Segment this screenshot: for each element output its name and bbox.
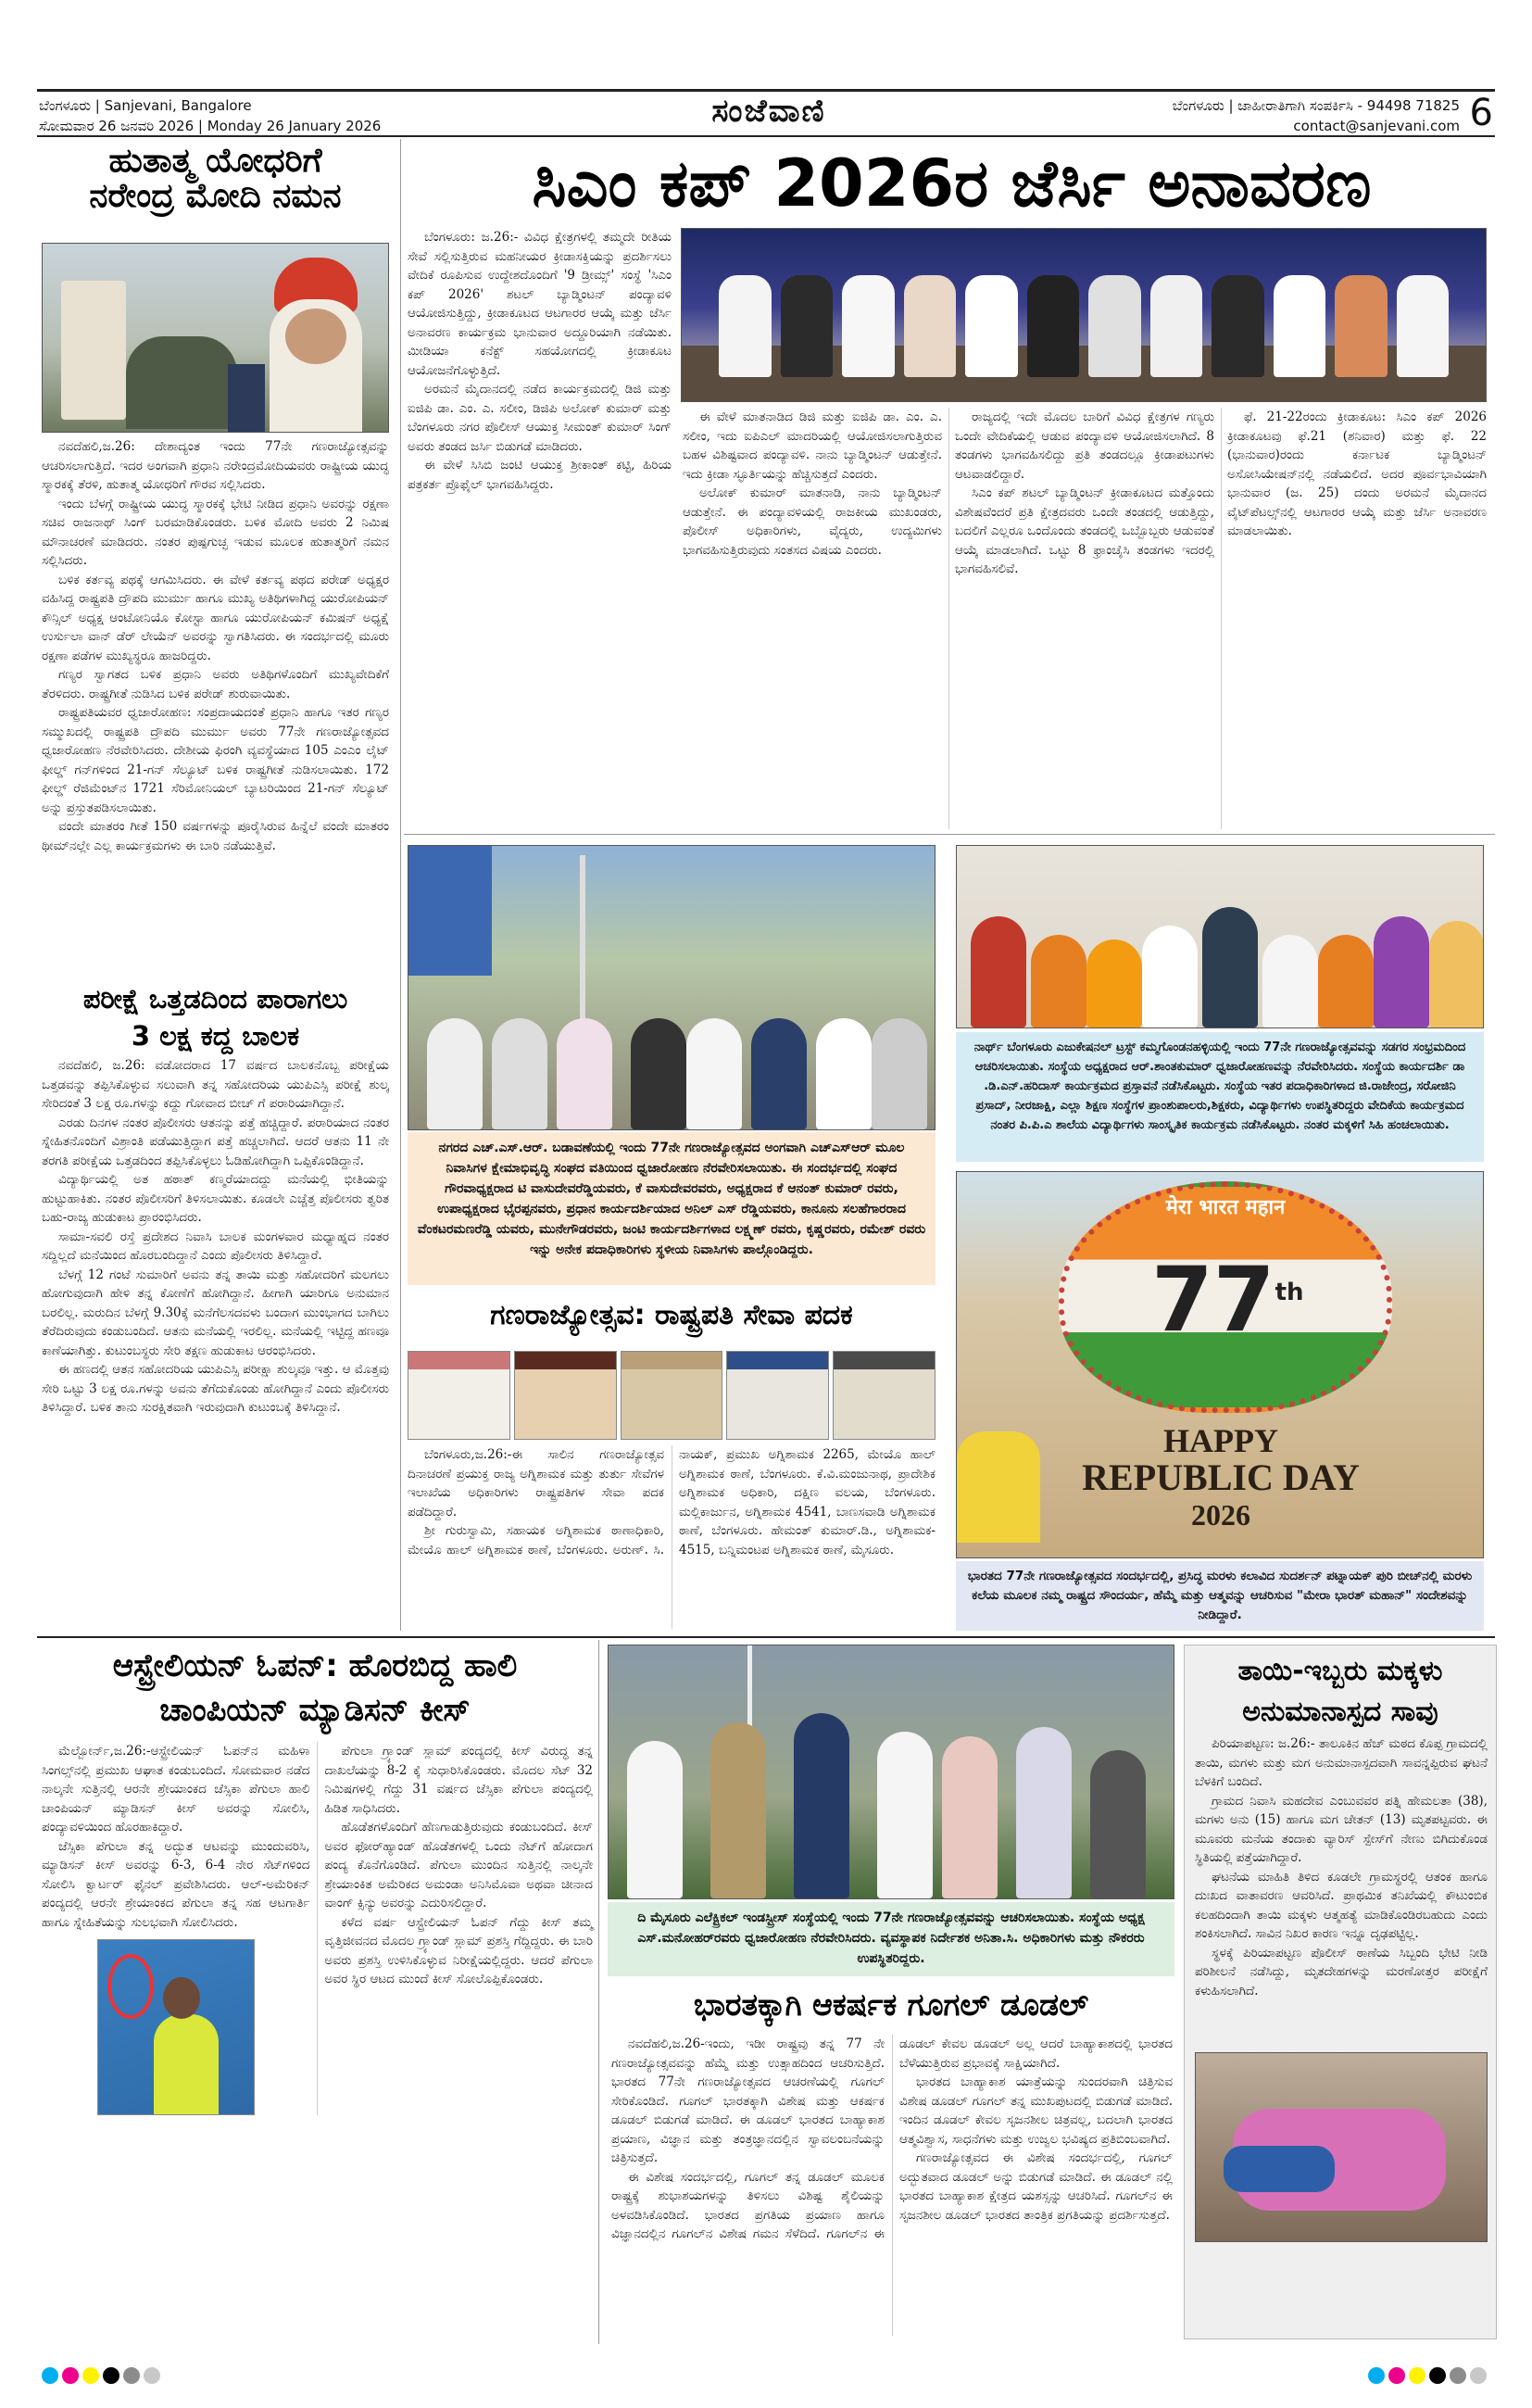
registration-dot: [62, 2367, 79, 2384]
recipient-portrait: [833, 1351, 936, 1440]
paragraph: ನವದೆಹಲಿ,ಜ.26: ದೇಶಾದ್ಯಂತ ಇಂದು 77ನೇ ಗಣರಾಜ್ಯೋತ್ಸವನ್ನು ಆಚರಿಸಲಾಗುತ್ತಿದೆ. ಇದರ ಅಂಗವಾಗಿ ಪ್ರಧಾನಿ ನರೇಂದ್ರಮೋದಿಯವರು ರಾಷ್ಟ್ರೀಯ ಯುದ್ಧ ಸ್ಮಾರಕಕ್ಕೆ ತೆರಳಿ, ಹುತಾತ್ಮ ಯೋಧರಿಗೆ ಗೌರವ ಸಲ್ಲಿಸಿದರು.: [42, 439, 389, 492]
masthead-date: ಸೋಮವಾರ 26 ಜನವರಿ 2026 | Monday 26 January 2026: [39, 118, 382, 134]
modi-photo: [42, 243, 389, 433]
cm-cup-body-cols: [683, 408, 1487, 829]
tennis-headline: [37, 1644, 593, 1733]
registration-dot: [1388, 2367, 1405, 2384]
medal-story-body: [408, 1445, 936, 1629]
cm-cup-body-col1: [408, 228, 672, 830]
paragraph: ಸ್ಥಳಕ್ಕೆ ಪಿರಿಯಾಪಟ್ಟಣ ಪೊಲೀಸ್ ಠಾಣೆಯ ಸಿಬ್ಬಂದಿ ಭೇಟಿ ನೀಡಿ ಪರಿಶೀಲನೆ ನಡೆಸಿದ್ದು, ಮೃತದೇಹಗಳನ್ನು ಮರಣೋತ್ತರ ಪರೀಕ್ಷೆಗೆ ಕಳುಹಿಸಲಾಗಿದೆ.: [1195, 1945, 1488, 1998]
ad-contact: ಬೆಂಗಳೂರು | ಜಾಹೀರಾತಿಗಾಗಿ ಸಂಪರ್ಕಿಸಿ - 94498 71825: [1172, 97, 1460, 114]
paragraph: ಎರಡು ದಿನಗಳ ನಂತರ ಪೊಲೀಸರು ಆತನನ್ನು ಪತ್ತೆ ಹಚ್ಚಿದ್ದಾರೆ. ಪರಾರಿಯಾದ ನಂತರ ಸ್ನೇಹಿತನೊಂದಿಗೆ ವಿಶ್ರಾಂತಿ ಪಡೆಯುತ್ತಿದ್ದಾಗ ಪತ್ತೆ ಹಚ್ಚಲಾಗಿದೆ. ಆದರೆ ಆತನು 11 ನೇ ತರಗತಿ ಪರೀಕ್ಷೆಯ ಒತ್ತಡದಿಂದ ತಪ್ಪಿಸಿಕೊಳ್ಳಲು ಓಡಿಹೋಗಿದ್ದಾಗಿ ಒಪ್ಪಿಕೊಂಡಿದ್ದಾನೆ.: [42, 1115, 389, 1168]
registration-dot: [1368, 2367, 1385, 2384]
paragraph: ಸಿಎಂ ಕಪ್ ಶಟಲ್ ಬ್ಯಾಡ್ಮಿಂಟನ್ ಕ್ರೀಡಾಕೂಟದ ಮತ್ತೊಂದು ವಿಶೇಷವೆಂದರೆ ಪ್ರತಿ ಕ್ಷೇತ್ರದವರು ಒಂದೇ ತಂಡದಲ್ಲಿ ಆಡುತ್ತಿದ್ದು, ಬದಲಿಗೆ ಎಲ್ಲರೂ ಒಂದೊಂದು ತಂಡದಲ್ಲಿ ಒಬ್ಬೊಬ್ಬರು ಆಡುವಂತೆ ಆಯ್ಕೆ ಮಾಡಲಾಗಿದೆ. ಒಟ್ಟು 8 ಫ್ರಾಂಚೈಸಿ ತಂಡಗಳು ಇದರಲ್ಲಿ ಭಾಗವಹಿಸಲಿವೆ.: [955, 485, 1214, 576]
sand-number-suffix: th: [1275, 1279, 1304, 1306]
sand-line2: REPUBLIC DAY: [1082, 1456, 1360, 1498]
registration-dot: [1470, 2367, 1487, 2384]
death-headline: [1187, 1651, 1493, 1733]
sand-hindi-text: मेरा भारत महान: [1165, 1196, 1286, 1219]
paragraph: ನವದೆಹಲಿ, ಜ.26: ವಡೋದರಾದ 17 ವರ್ಷದ ಬಾಲಕನೊಬ್ಬ ಪರೀಕ್ಷೆಯ ಒತ್ತಡವನ್ನು ತಪ್ಪಿಸಿಕೊಳ್ಳುವ ಸಲುವಾಗಿ ತನ್ನ ಸಹೋದರಿಯ ಯುಪಿಎಸ್ಸಿ ಪರೀಕ್ಷೆ ಶುಲ್ಕ ಸೇರಿದಂತೆ 3 ಲಕ್ಷ ರೂ.ಗಳನ್ನು ಕದ್ದು ಗೋವಾದ ಬೀಚ್ ಗೆ ಪರಾರಿಯಾಗಿದ್ದಾನೆ.: [42, 1058, 389, 1111]
paragraph: ರಾಷ್ಟ್ರಪತಿಯವರ ಧ್ವಜಾರೋಹಣ: ಸಂಪ್ರದಾಯದಂತೆ ಪ್ರಧಾನಿ ಹಾಗೂ ಇತರ ಗಣ್ಯರ ಸಮ್ಮುಖದಲ್ಲಿ ರಾಷ್ಟ್ರಪತಿ ದ್ರೌಪದಿ ಮುರ್ಮು ಅವರು 77ನೇ ಗಣರಾಜ್ಯೋತ್ಸವದ ಧ್ವಜಾರೋಹಣ ನೆರವೇರಿಸಿದರು. ದೇಶೀಯ ಫಿರಂಗಿ ವ್ಯವಸ್ಥೆಯಾದ 105 ಎಂಎಂ ಲೈಟ್ ಫೀಲ್ಡ್ ಗನ್‌ಗಳಿಂದ 21-ಗನ್ ಸೆಲ್ಯೂಟ್ ಬಳಿಕ ರಾಷ್ಟ್ರಗೀತೆ ನುಡಿಸಲಾಯಿತು. 172 ಫೀಲ್ಡ್ ರೆಜಿಮೆಂಟ್‌ನ 1721 ಸೆರಿಮೋನಿಯಲ್ ಬ್ಯಾಟರಿಯಿಂದ 21-ಗನ್ ಸೆಲ್ಯೂಟ್ ಅನ್ನು ಪ್ರಸ್ತುತಪಡಿಸಲಾಯಿತು.: [42, 705, 389, 815]
death-headline-line2: ಅನುಮಾನಾಸ್ಪದ ಸಾವು: [1242, 1696, 1438, 1728]
medal-recipients-photos: [408, 1351, 936, 1440]
death-story-photo: [1195, 2052, 1488, 2242]
paragraph: ರಾಜ್ಯದಲ್ಲಿ ಇದೇ ಮೊದಲ ಬಾರಿಗೆ ವಿವಿಧ ಕ್ಷೇತ್ರಗಳ ಗಣ್ಯರು ಒಂದೇ ವೇದಿಕೆಯಲ್ಲಿ ಆಡುವ ಪಂದ್ಯಾವಳಿ ಆಯೋಜಿಸಲಾಗಿದೆ. 8 ತಂಡಗಳು ಭಾಗವಹಿಸಲಿದ್ದು ಪ್ರತಿ ತಂಡದಲ್ಲೂ ಕ್ರೀಡಾಪಟುಗಳು ಆಟವಾಡಲಿದ್ದಾರೆ.: [955, 410, 1214, 482]
column-divider: [400, 139, 401, 1631]
paragraph: ಜೆಸ್ಸಿಕಾ ಪೆಗುಲಾ ತನ್ನ ಅದ್ಭುತ ಆಟವನ್ನು ಮುಂದುವರಿಸಿ, ಮ್ಯಾಡಿಸನ್ ಕೀಸ್ ಅವರನ್ನು 6-3, 6-4 ನೇರ ಸೆಟ್‌ಗಳಿಂದ ಸೋಲಿಸಿ ಕ್ವಾರ್ಟರ್ ಫೈನಲ್ ಪ್ರವೇಶಿಸಿದರು. ಆಲ್-ಅಮೆರಿಕನ್ ಪಂದ್ಯದಲ್ಲಿ ಆರನೇ ಶ್ರೇಯಾಂಕದ ಪೆಗುಲಾ ತನ್ನ ಸಹ ಆಟಗಾರ್ತಿ ಹಾಗೂ ಸ್ನೇಹಿತೆಯನ್ನು ಸುಲಭವಾಗಿ ಸೋಲಿಸಿದರು.: [42, 1838, 310, 1930]
hsr-photo-caption: ನಗರದ ಎಚ್.ಎಸ್.ಆರ್. ಬಡಾವಣೆಯಲ್ಲಿ ಇಂದು 77ನೇ ಗಣರಾಜ್ಯೋತ್ಸವದ ಅಂಗವಾಗಿ ಎಚ್‌ಎಸ್‌ಆರ್ ಮೂಲ ನಿವಾಸಿಗಳ ಕ್ಷೇಮಾಭಿವೃದ್ಧಿ ಸಂಘದ ವತಿಯಿಂದ ಧ್ವಜಾರೋಹಣ ನೆರವೇರಿಸಲಾಯಿತು. ಈ ಸಂದರ್ಭದಲ್ಲಿ ಸಂಘದ ಗೌರವಾಧ್ಯಕ್ಷರಾದ ಟಿ ವಾಸುದೇವರೆಡ್ಡಿಯವರು, ಕೆ ವಾಸುದೇವರವರು, ಅಧ್ಯಕ್ಷರಾದ ಕೆ ಆನಂತ್ ಕುಮಾರ್ ರವರು, ಉಪಾಧ್ಯಕ್ಷರಾದ ಭೈರಪ್ಪನವರು, ಪ್ರಧಾನ ಕಾರ್ಯದರ್ಶಿಯಾದ ಅನಿಲ್ ಎಸ್ ರೆಡ್ಡಿಯವರು, ಕಾನೂನು ಸಲಹೆಗಾರರಾದ ವೆಂಕಟರಮಣರೆಡ್ಡಿ ಯವರು, ಮುನೇಗೌಡರವರು, ಜಂಟಿ ಕಾರ್ಯದರ್ಶಿಗಳಾದ ಲಕ್ಷ್ಮಣ್ ರವರು, ಕೃಷ್ಣರವರು, ರಮೇಶ್ ರವರು ಇನ್ನು ಅನೇಕ ಪದಾಧಿಕಾರಿಗಳು ಸ್ಥಳೀಯ ನಿವಾಸಿಗಳು ಪಾಲ್ಗೊಂಡಿದ್ದರು.: [408, 1132, 936, 1285]
registration-dot: [123, 2367, 140, 2384]
modi-story-body: [42, 437, 389, 975]
school-celebration-photo: [956, 845, 1484, 1028]
tennis-paragraphs-part1: [42, 1742, 310, 1932]
paragraph: ಫೆ. 21-22ರಂದು ಕ್ರೀಡಾಕೂಟ: ಸಿಎಂ ಕಪ್ 2026 ಕ್ರೀಡಾಕೂಟವು ಫೆ.21 (ಶನಿವಾರ) ಮತ್ತು ಫೆ. 22 (ಭಾನುವಾರ)ರಂದು ಕರ್ನಾಟಕ ಬ್ಯಾಡ್ಮಿಂಟನ್ ಅಸೋಸಿಯೇಷನ್‌ನಲ್ಲಿ ನಡೆಯಲಿದೆ. ಅದರ ಪೂರ್ವಭಾವಿಯಾಗಿ ಭಾನುವಾರ (ಜ. 25) ದಂದು ಅರಮನೆ ಮೈದಾನದ ವೈಟ್‌ಪೆಟಲ್ಸ್‌ನಲ್ಲಿ ಆಟಗಾರರ ಆಯ್ಕೆ ಮತ್ತು ಜೆರ್ಸಿ ಅನಾವರಣ ಮಾಡಲಾಯಿತು.: [1227, 410, 1487, 538]
sand-greeting: [957, 1422, 1484, 1533]
medal-headline: ಗಣರಾಜ್ಯೋತ್ಸವ: ರಾಷ್ಟ್ರಪತಿ ಸೇವಾ ಪದಕ: [490, 1299, 853, 1331]
paragraph: ಶ್ರೀ ಗುರುಸ್ವಾಮಿ, ಸಹಾಯಕ ಅಗ್ನಿಶಾಮಕ ಠಾಣಾಧಿಕಾರಿ, ಮೇಯೊ ಹಾಲ್ ಅಗ್ನಿಶಾಮಕ ಠಾಣೆ, ಬೆಂಗಳೂರು. ಅರುಣ್. ಸಿ. ನಾಯಕ್, ಪ್ರಮುಖ ಅಗ್ನಿಶಾಮಕ 2265, ಮೇಯೊ ಹಾಲ್ ಅಗ್ನಿಶಾಮಕ ಠಾಣೆ, ಬೆಂಗಳೂರು. ಕೆ.ವಿ.ಮಂಜುನಾಥ, ಪ್ರಾದೇಶಿಕ ಅಗ್ನಿಶಾಮಕ ಅಧಿಕಾರಿ, ದಕ್ಷಿಣ ವಲಯ, ಬೆಂಗಳೂರು. ಮಲ್ಲಿಕಾರ್ಜುನ, ಅಗ್ನಿಶಾಮಕ 4541, ಬಾಣಸವಾಡಿ ಅಗ್ನಿಶಾಮಕ ಠಾಣೆ, ಬೆಂಗಳೂರು. ಹೇಮಂತ್ ಕುಮಾರ್.ಡಿ., ಅಗ್ನಿಶಾಮಕ- 4515, ಬನ್ನಿಮಂಟಪ ಅಗ್ನಿಶಾಮಕ ಠಾಣೆ, ಮೈಸೂರು.: [408, 1447, 936, 1557]
exam-headline-line1: ಪರೀಕ್ಷೆ ಒತ್ತಡದಿಂದ ಪಾರಾಗಲು: [82, 983, 348, 1015]
paragraph: ಭಾರತದ ಬಾಹ್ಯಾಕಾಶ ಯಾತ್ರೆಯನ್ನು ಸುಂದರವಾಗಿ ಚಿತ್ರಿಸುವ ವಿಶೇಷ ಡೂಡಲ್ ಗೂಗಲ್ ತನ್ನ ಮುಖಪುಟದಲ್ಲಿ ಬಿಡುಗಡೆ ಮಾಡಿದೆ. ಇಂದಿನ ಡೂಡಲ್ ಕೇವಲ ಸೃಜನಶೀಲ ಚಿತ್ರವಲ್ಲ, ಬದಲಾಗಿ ಭಾರತದ ಆತ್ಮವಿಶ್ವಾಸ, ಸಾಧನೆಗಳು ಮತ್ತು ಉಜ್ವಲ ಭವಿಷ್ಯದ ಪ್ರತಿಬಿಂಬವಾಗಿದೆ.: [899, 2074, 1173, 2147]
paragraph: ಮೆಲ್ಬೋರ್ನ್,ಜ.26:-ಆಸ್ಟ್ರೇಲಿಯನ್ ಓಪನ್‌ನ ಮಹಿಳಾ ಸಿಂಗಲ್ಸ್‌ನಲ್ಲಿ ಪ್ರಮುಖ ಆಘಾತ ಕಂಡುಬಂದಿದೆ. ಸೋಮವಾರ ನಡೆದ ನಾಲ್ಕನೇ ಸುತ್ತಿನಲ್ಲಿ ಆರನೇ ಶ್ರೇಯಾಂಕದ ಜೆಸ್ಸಿಕಾ ಪೆಗುಲಾ ಹಾಲಿ ಚಾಂಪಿಯನ್ ಮ್ಯಾಡಿಸನ್ ಕೀಸ್ ಅವರನ್ನು ಸೋಲಿಸಿ, ಪಂದ್ಯಾವಳಿಯಿಂದ ಹೊರಹಾಕಿದ್ದಾರೆ.: [42, 1744, 310, 1834]
paragraph: ಗಣರಾಜ್ಯೋತ್ಸವದ ಈ ವಿಶೇಷ ಸಂದರ್ಭದಲ್ಲಿ, ಗೂಗಲ್ ಅದ್ಭುತವಾದ ಡೂಡಲ್ ಅನ್ನು ಬಿಡುಗಡೆ ಮಾಡಿದೆ. ಈ ಡೂಡಲ್ ನಲ್ಲಿ ಭಾರತದ ಬಾಹ್ಯಾಕಾಶ ಕ್ಷೇತ್ರದ ಯಶಸ್ಸನ್ನು ಆಚರಿಸಿದೆ. ಗೂಗಲ್‌ನ ಈ ಸೃಜನಶೀಲ ಡೂಡಲ್ ಭಾರತದ ತಾಂತ್ರಿಕ ಪ್ರಗತಿಯನ್ನು ಪ್ರದರ್ಶಿಸುತ್ತದೆ.: [899, 2150, 1173, 2223]
paragraph: ಗಣ್ಯರ ಸ್ವಾಗತದ ಬಳಿಕ ಪ್ರಧಾನಿ ಅವರು ಅತಿಥಿಗಳೊಂದಿಗೆ ಮುಖ್ಯವೇದಿಕೆಗೆ ತೆರಳಿದರು. ರಾಷ್ಟ್ರಗೀತೆ ನುಡಿಸಿದ ಬಳಿಕ ಪರೇಡ್ ಶುರುವಾಯಿತು.: [42, 667, 389, 701]
sand-art-caption: ಭಾರತದ 77ನೇ ಗಣರಾಜ್ಯೋತ್ಸವದ ಸಂದರ್ಭದಲ್ಲಿ, ಪ್ರಸಿದ್ಧ ಮರಳು ಕಲಾವಿದ ಸುದರ್ಶನ್ ಪಟ್ನಾಯಕ್ ಪುರಿ ಬೀಚ್‌ನಲ್ಲಿ ಮರಳು ಕಲೆಯ ಮೂಲಕ ನಮ್ಮ ರಾಷ್ಟ್ರದ ಸೌಂದರ್ಯ, ಹೆಮ್ಮೆ ಮತ್ತು ಆತ್ಮವನ್ನು ಆಚರಿಸುವ "ಮೇರಾ ಭಾರತ್ ಮಹಾನ್" ಸಂದೇಶವನ್ನು ನೀಡಿದ್ದಾರೆ.: [956, 1561, 1484, 1631]
paragraph: ಬೆಂಗಳೂರು: ಜ.26:- ವಿವಿಧ ಕ್ಷೇತ್ರಗಳಲ್ಲಿ ತಮ್ಮದೇ ರೀತಿಯ ಸೇವೆ ಸಲ್ಲಿಸುತ್ತಿರುವ ಮಹನೀಯರ ಕ್ರೀಡಾಸಕ್ತಿಯನ್ನು ಪ್ರದರ್ಶಿಸಲು ವೇದಿಕೆ ರೂಪಿಸುವ ಉದ್ದೇಶದೊಂದಿಗೆ '9 ಡ್ರೀಮ್ಸ್' ಸಂಸ್ಥೆ 'ಸಿಎಂ ಕಪ್ 2026' ಶಟಲ್ ಬ್ಯಾಡ್ಮಿಂಟನ್ ಪಂದ್ಯಾವಳಿ ಆಯೋಜಿಸುತ್ತಿದ್ದು, ಕ್ರೀಡಾಕೂಟದ ಆಟಗಾರರ ಆಯ್ಕೆ ಮತ್ತು ಜೆರ್ಸಿ ಅನಾವರಣ ಕಾರ್ಯಕ್ರಮ ಭಾನುವಾರ ಅದ್ದೂರಿಯಾಗಿ ನಡೆಯಿತು. ಮೀಡಿಯಾ ಕನೆಕ್ಟ್ ಸಹಯೋಗದಲ್ಲಿ ಕ್ರೀಡಾಕೂಟ ಆಯೋಜನೆಗೊಳ್ಳುತ್ತಿದೆ.: [408, 230, 672, 378]
registration-dot: [1429, 2367, 1446, 2384]
doodle-headline: ಭಾರತಕ್ಕಾಗಿ ಆಕರ್ಷಕ ಗೂಗಲ್ ಡೂಡಲ್: [693, 1986, 1089, 2023]
death-headline-line1: ತಾಯಿ-ಇಬ್ಬರು ಮಕ್ಕಳು: [1237, 1655, 1443, 1687]
registration-dot: [1409, 2367, 1425, 2384]
paragraph: ಬಳಿಕ ಕರ್ತವ್ಯ ಪಥಕ್ಕೆ ಆಗಮಿಸಿದರು. ಈ ವೇಳೆ ಕರ್ತವ್ಯ ಪಥದ ಪರೇಡ್ ಅಧ್ಯಕ್ಷರ ವಹಿಸಿದ್ದ ರಾಷ್ಟ್ರಪತಿ ದ್ರೌಪದಿ ಮುರ್ಮು ಹಾಗೂ ಮುಖ್ಯ ಅತಿಥಿಗಳಾಗಿದ್ದ ಯುರೋಪಿಯನ್ ಕೌನ್ಸಿಲ್ ಅಧ್ಯಕ್ಷ ಆಂಟೋನಿಯೊ ಕೋಸ್ಟಾ ಹಾಗೂ ಯುರೋಪಿಯನ್ ಕಮಿಷನ್ ಅಧ್ಯಕ್ಷೆ ಉರ್ಸುಲಾ ವಾನ್ ಡೆರ್ ಲೇಯೆನ್ ಅವರನ್ನು ಸ್ವಾಗತಿಸಿದರು. ಈ ಸಂದರ್ಭದಲ್ಲಿ ಮೂರು ರಕ್ಷಣಾ ಪಡೆಗಳ ಮುಖ್ಯಸ್ಥರೂ ಹಾಜರಿದ್ದರು.: [42, 572, 389, 663]
column-divider: [598, 1640, 599, 2344]
paragraph: ಪೆಗುಲಾ ಗ್ರ್ಯಾಂಡ್ ಸ್ಲಾಮ್ ಪಂದ್ಯದಲ್ಲಿ ಕೀಸ್ ವಿರುದ್ಧ ತನ್ನ ದಾಖಲೆಯನ್ನು 8-2 ಕ್ಕೆ ಸುಧಾರಿಸಿಕೊಂಡರು. ಮೊದಲ ಸೆಟ್ 32 ನಿಮಿಷಗಳಲ್ಲಿ ಗೆದ್ದು 31 ವರ್ಷದ ಜೆಸ್ಸಿಕಾ ಪೆಗುಲಾ ಪಂದ್ಯದಲ್ಲಿ ಹಿಡಿತ ಸಾಧಿಸಿದರು.: [324, 1744, 593, 1816]
recipient-portrait: [408, 1351, 510, 1440]
exam-story-body: [42, 1056, 389, 1629]
paragraph: ಘಟನೆಯ ಮಾಹಿತಿ ತಿಳಿದ ಕೂಡಲೇ ಗ್ರಾಮಸ್ಥರಲ್ಲಿ ಆತಂಕ ಹಾಗೂ ದುಃಖದ ವಾತಾವರಣ ಆವರಿಸಿದೆ. ಪ್ರಾಥಮಿಕ ತನಿಖೆಯಲ್ಲಿ ಕೌಟುಂಬಿಕ ಕಲಹದಿಂದಾಗಿ ತಾಯಿ ಮಕ್ಕಳು ಆತ್ಮಹತ್ಯೆ ಮಾಡಿಕೊಂಡಿರಬಹುದು ಎಂದು ಶಂಕಿಸಲಾಗಿದೆ. ಸಾವಿನ ನಿಖರ ಕಾರಣ ಇನ್ನೂ ದೃಢಪಟ್ಟಿಲ್ಲ.: [1195, 1869, 1488, 1941]
tennis-headline-line2: ಚಾಂಪಿಯನ್ ಮ್ಯಾಡಿಸನ್ ಕೀಸ್: [159, 1692, 471, 1729]
hsr-flag-hoisting-photo: [408, 845, 936, 1130]
mel-flag-hoisting-photo: [608, 1645, 1174, 1899]
paragraph: ಈ ಹಣದಲ್ಲಿ ಆತನ ಸಹೋದರಿಯ ಯುಪಿಎಸ್ಸಿ ಪರೀಕ್ಷಾ ಶುಲ್ಕವೂ ಇತ್ತು. ಆ ಮೊತ್ತವು ಸೇರಿ ಒಟ್ಟು 3 ಲಕ್ಷ ರೂ.ಗಳನ್ನು ಅವನು ತೆಗೆದುಕೊಂಡು ಹೋಗಿದ್ದಾನೆ ಎಂದು ಪೊಲೀಸರು ತಿಳಿಸಿದ್ದಾರೆ. ಬಳಿಕ ತಾನು ಸುರಕ್ಷಿತವಾಗಿ ಇರುವುದಾಗಿ ಕುಟುಂಬಕ್ಕೆ ತಿಳಿಸಿದ್ದಾನೆ.: [42, 1362, 389, 1415]
registration-dot: [144, 2367, 160, 2384]
registration-dot: [82, 2367, 99, 2384]
paragraph: ಈ ವೇಳೆ ಸಿಸಿಬಿ ಜಂಟಿ ಆಯುಕ್ತ ಶ್ರೀಕಾಂತ್ ಕಟ್ಟಿ, ಹಿರಿಯ ಪತ್ರಕರ್ತ ಪ್ರೊಫೈಲ್ ಭಾಗವಹಿಸಿದ್ದರು.: [408, 458, 672, 492]
death-story-body-top: [1195, 1734, 1488, 2049]
registration-dot: [103, 2367, 119, 2384]
tennis-paragraphs-part2: [325, 1742, 594, 1989]
exam-headline-line2: 3 ಲಕ್ಷ ಕದ್ದ ಬಾಲಕ: [131, 1020, 300, 1052]
paragraph: ಬೆಂಗಳೂರು,ಜ.26:-ಈ ಸಾಲಿನ ಗಣರಾಜ್ಯೋತ್ಸವ ದಿನಾಚರಣೆ ಪ್ರಯುಕ್ತ ರಾಜ್ಯ ಅಗ್ನಿಶಾಮಕ ಮತ್ತು ತುರ್ತು ಸೇವೆಗಳ ಇಲಾಖೆಯ ಅಧಿಕಾರಿಗಳು ರಾಷ್ಟ್ರಪತಿಗಳ ಸೇವಾ ಪದಕ ಪಡೆದಿದ್ದಾರೆ.: [408, 1447, 664, 1519]
paragraph: ವಿದ್ಯಾರ್ಥಿಯಲ್ಲಿ ಅತ ಹಠಾತ್ ಕಣ್ಮರೆಯಾದದ್ದು ಮನೆಯಲ್ಲಿ ಭೀತಿಯನ್ನು ಹುಟ್ಟುಹಾಕಿತು. ನಂತರ ಪೊಲೀಸರಿಗೆ ತಿಳಿಸಲಾಯಿತು. ಕೂಡಲೇ ಎಚ್ಚೆತ್ತ ಪೊಲೀಸರು ತ್ವರಿತ ಬಹು-ರಾಜ್ಯ ಹುಡುಕಾಟ ಪ್ರಾರಂಭಿಸಿದರು.: [42, 1172, 389, 1225]
modi-headline-line2: ನರೇಂದ್ರ ಮೋದಿ ನಮನ: [89, 176, 342, 215]
sand-line3: 2026: [1191, 1498, 1250, 1532]
section-divider: [404, 834, 1495, 835]
paragraph: ಈ ವಿಶೇಷ ಸಂದರ್ಭದಲ್ಲಿ, ಗೂಗಲ್ ತನ್ನ ಡೂಡಲ್ ಮೂಲಕ ರಾಷ್ಟ್ರಕ್ಕೆ ಶುಭಾಶಯಗಳನ್ನು ತಿಳಿಸಲು ವಿಶಿಷ್ಟ ಶೈಲಿಯನ್ನು ಅಳವಡಿಸಿಕೊಂಡಿದೆ. ಭಾರತದ ಪ್ರಗತಿಯ ಪ್ರಯಾಣ ಹಾಗೂ ವಿಜ್ಞಾನದಲ್ಲಿನ ಗೂಗಲ್‌ನ ವಿಶೇಷ ಗಮನ ಸೆಳೆದಿದೆ. ಗೂಗಲ್‌ನ ಈ ಡೂಡಲ್ ಕೇವಲ ಡೂಡಲ್ ಅಲ್ಲ ಆದರೆ ಬಾಹ್ಯಾಕಾಶದಲ್ಲಿ ಭಾರತದ ಬೆಳೆಯುತ್ತಿರುವ ಪ್ರಭಾವಕ್ಕೆ ಸಾಕ್ಷಿಯಾಗಿದೆ.: [611, 2036, 1173, 2241]
logo-text: ಸಂಜೆವಾಣಿ: [711, 93, 826, 130]
masthead-location: ಬೆಂಗಳೂರು | Sanjevani, Bangalore: [39, 97, 252, 114]
paragraph: ಇಂದು ಬೆಳಗ್ಗೆ ರಾಷ್ಟ್ರೀಯ ಯುದ್ಧ ಸ್ಮಾರಕಕ್ಕೆ ಭೇಟಿ ನೀಡಿದ ಪ್ರಧಾನಿ ಅವರನ್ನು ರಕ್ಷಣಾ ಸಚಿವ ರಾಜನಾಥ್ ಸಿಂಗ್ ಬರಮಾಡಿಕೊಂಡರು. ಬಳಿಕ ಮೋದಿ ಅವರು 2 ನಿಮಿಷ ಮೌನಾಚರಣೆ ಮಾಡಿದರು. ನಂತರ ಪುಷ್ಪಗುಚ್ಛ ಇಡುವ ಮೂಲಕ ಹುತಾತ್ಮರಿಗೆ ನಮನ ಸಲ್ಲಿಸಿದರು.: [42, 496, 389, 568]
paragraph: ಬೆಳಗ್ಗೆ 12 ಗಂಟೆ ಸುಮಾರಿಗೆ ಅವನು ತನ್ನ ತಾಯಿ ಮತ್ತು ಸಹೋದರಿಗೆ ಮಲಗಲು ಹೋಗುವುದಾಗಿ ಹೇಳಿ ತನ್ನ ಕೋಣೆಗೆ ಹೋಗಿದ್ದಾನೆ. ಹೀಗಾಗಿ ಯಾರಿಗೂ ಅನುಮಾನ ಬರಲಿಲ್ಲ. ಮರುದಿನ ಬೆಳಗ್ಗೆ 9.30ಕ್ಕೆ ಮನೆಗೆಲಸದವಳು ಬಂದಾಗ ಮುಂಭಾಗದ ಬಾಗಿಲು ತೆರೆದಿರುವುದು ಕಂಡುಬಂದಿದೆ. ಆತನು ಮನೆಯಲ್ಲಿ ಇರಲಿಲ್ಲ. ಮನೆಯಲ್ಲಿ ಇಟ್ಟಿದ್ದ ಹಣವೂ ಕಾಣೆಯಾಗಿತ್ತು. ಕುಟುಂಬಸ್ಥರು ಸೇರಿ ತಕ್ಷಣ ಹುಡುಕಾಟ ಆರಂಭಿಸಿದರು.: [42, 1267, 389, 1358]
newspaper-logo: [648, 93, 889, 130]
tennis-headline-line1: ಆಸ್ಟ್ರೇಲಿಯನ್ ಓಪನ್: ಹೊರಬಿದ್ದ ಹಾಲಿ: [112, 1647, 518, 1684]
tennis-player-photo: [97, 1939, 255, 2115]
paragraph: ವಂದೇ ಮಾತರಂ ಗೀತೆ 150 ವರ್ಷಗಳನ್ನು ಪೂರೈಸಿರುವ ಹಿನ್ನೆಲೆ ವಂದೇ ಮಾತರಂ ಥೀಮ್‌ನಲ್ಲೇ ಎಲ್ಲ ಕಾರ್ಯಕ್ರಮಗಳು ಈ ಬಾರಿ ನಡೆಯುತ್ತಿವೆ.: [42, 819, 389, 853]
email-link[interactable]: contact@sanjevani.com: [1293, 118, 1460, 134]
registration-marks-right: [1368, 2367, 1490, 2388]
tennis-story-body: [42, 1742, 593, 2115]
sand-line1: HAPPY: [1163, 1422, 1278, 1459]
sand-number-77: 77: [1151, 1248, 1275, 1352]
cm-cup-jersey-photo: [681, 228, 1487, 402]
paragraph: ಅರಮನೆ ಮೈದಾನದಲ್ಲಿ ನಡೆದ ಕಾರ್ಯಕ್ರಮದಲ್ಲಿ ಡಿಜಿ ಮತ್ತು ಐಜಿಪಿ ಡಾ. ಎಂ. ಎ. ಸಲೀಂ, ಡಿಜಿಪಿ ಅಲೋಕ್ ಕುಮಾರ್ ಮತ್ತು ಬೆಂಗಳೂರು ನಗರ ಪೊಲೀಸ್ ಆಯುಕ್ತ ಸೀಮಂತ್ ಕುಮಾರ್ ಸಿಂಗ್ ಅವರು ತಂಡದ ಜರ್ಸಿ ಬಿಡುಗಡೆ ಮಾಡಿದರು.: [408, 382, 672, 454]
paragraph: ಪಿರಿಯಾಪಟ್ಟಣ: ಜ.26:- ತಾಲೂಕಿನ ಹೆಚ್ ಮಠದ ಕೊಪ್ಪ ಗ್ರಾಮದಲ್ಲಿ ತಾಯಿ, ಮಗಳು ಮತ್ತು ಮಗ ಅನುಮಾನಾಸ್ಪದವಾಗಿ ಸಾವನ್ನಪ್ಪಿರುವ ಘಟನೆ ಬೆಳಕಿಗೆ ಬಂದಿದೆ.: [1195, 1736, 1488, 1789]
registration-marks-left: [42, 2367, 164, 2388]
paragraph: ಅಲೋಕ್ ಕುಮಾರ್ ಮಾತನಾಡಿ, ನಾನು ಬ್ಯಾಡ್ಮಿಂಟನ್ ಆಡುತ್ತೇನೆ. ಈ ಪಂದ್ಯಾವಳಿಯಲ್ಲಿ ರಾಜಕೀಯ ಮುಖಂಡರು, ಪೊಲೀಸ್ ಅಧಿಕಾರಿಗಳು, ವೈದ್ಯರು, ಉದ್ಯಮಿಗಳು ಭಾಗವಹಿಸುತ್ತಿರುವುದು ಸಂತಸದ ವಿಷಯ ಎಂದರು.: [683, 485, 942, 558]
recipient-portrait: [514, 1351, 617, 1440]
cm-cup-headline: ಸಿಎಂ ಕಪ್ 2026ರ ಜೆರ್ಸಿ ಅನಾವರಣ: [532, 145, 1372, 221]
page-number: 6: [1469, 92, 1493, 134]
fold-divider: [37, 1636, 1495, 1638]
masthead-bottom-rule: [37, 135, 1495, 137]
school-photo-caption: ನಾರ್ಥ್ ಬೆಂಗಳೂರು ಎಜುಕೇಷನಲ್ ಟ್ರಸ್ಟ್ ಕಮ್ಮಗೊಂಡನಹಳ್ಳಿಯಲ್ಲಿ ಇಂದು 77ನೇ ಗಣರಾಜ್ಯೋತ್ಸವವನ್ನು ಸಡಗರ ಸಂಭ್ರಮದಿಂದ ಆಚರಿಸಲಾಯಿತು. ಸಂಸ್ಥೆಯ ಅಧ್ಯಕ್ಷರಾದ ಆರ್.ಶಾಂತಕುಮಾರ್ ಧ್ವಜಾರೋಹಣವನ್ನು ನೆರವೇರಿಸಿದರು. ಸಂಸ್ಥೆಯ ಕಾರ್ಯದರ್ಶಿ ಡಾ .ಡಿ.ಎನ್.ಹರಿದಾಸ್ ಕಾರ್ಯಕ್ರಮದ ಪ್ರಸ್ತಾವನೆ ನಡೆಸಿಕೊಟ್ಟರು. ಸಂಸ್ಥೆಯ ಇತರ ಪದಾಧಿಕಾರಿಗಳಾದ ಜಿ.ರಾಜೇಂದ್ರ, ಸರೋಜಿನಿ ಪ್ರಸಾದ್, ನೀರಜಾಕ್ಷಿ, ಎಲ್ಲಾ ಶಿಕ್ಷಣ ಸಂಸ್ಥೆಗಳ ಪ್ರಾಂಶುಪಾಲರು,ಶಿಕ್ಷಕರು, ವಿದ್ಯಾರ್ಥಿಗಳು ಉಪಸ್ಥಿತರಿದ್ದರು ವೇದಿಕೆಯ ಕಾರ್ಯಕ್ರಮದ ನಂತರ ಪಿ.ಪಿ.ಎ ಶಾಲೆಯ ವಿದ್ಯಾರ್ಥಿಗಳು ಸಾಂಸ್ಕೃತಿಕ ಕಾರ್ಯಕ್ರಮ ನಡೆಸಿಕೊಟ್ಟರು. ನಂತರ ಮಕ್ಕಳಿಗೆ ಸಿಹಿ ಹಂಚಲಾಯಿತು.: [956, 1032, 1484, 1162]
masthead-top-rule: [37, 89, 1495, 92]
paragraph: ಹೊಡೆತಗಳೊಂದಿಗೆ ಹೆಣಗಾಡುತ್ತಿರುವುದು ಕಂಡುಬಂದಿದೆ. ಕೀಸ್ ಅವರ ಫೋರ್‌ಹ್ಯಾಂಡ್ ಹೊಡೆತಗಳಲ್ಲಿ ಒಂದು ನೆಟ್‌ಗೆ ಹೋದಾಗ ಪಂದ್ಯ ಕೊನೆಗೊಂಡಿದೆ. ಪೆಗುಲಾ ಮುಂದಿನ ಸುತ್ತಿನಲ್ಲಿ ನಾಲ್ಕನೇ ಶ್ರೇಯಾಂಕಿತ ಅಮೆರಿಕದ ಅಮಂಡಾ ಅನಿಸಿಮೊವಾ ಅಥವಾ ಚೀನಾದ ವಾಂಗ್ ಕ್ಸಿನ್ಯು ಅವರನ್ನು ಎದುರಿಸಲಿದ್ದಾರೆ.: [324, 1820, 593, 1910]
paragraph: ಕಳೆದ ವರ್ಷ ಆಸ್ಟ್ರೇಲಿಯನ್ ಓಪನ್ ಗೆದ್ದು ಕೀಸ್ ತಮ್ಮ ವೃತ್ತಿಜೀವನದ ಮೊದಲ ಗ್ರ್ಯಾಂಡ್ ಸ್ಲಾಮ್ ಪ್ರಶಸ್ತಿ ಗೆದ್ದಿದ್ದರು. ಈ ಬಾರಿ ಅವರು ಪ್ರಶಸ್ತಿ ಉಳಿಸಿಕೊಳ್ಳುವ ನಿರೀಕ್ಷೆಯಲ್ಲಿದ್ದರು. ಆದರೆ ಪೆಗುಲಾ ಅವರ ಸ್ಥಿರ ಆಟದ ಮುಂದೆ ಕೀಸ್ ಸೋಲೊಪ್ಪಿಕೊಂಡರು.: [324, 1914, 593, 1986]
paragraph: ಸಾಮಾ-ಸವಲಿ ರಸ್ತೆ ಪ್ರದೇಶದ ನಿವಾಸಿ ಬಾಲಕ ಮಂಗಳವಾರ ಮಧ್ಯಾಹ್ನದ ನಂತರ ಸದ್ದಿಲ್ಲದೆ ಮನೆಯಿಂದ ಹೊರಬಂದಿದ್ದಾನೆ ಎಂದು ಪೊಲೀಸರು ತಿಳಿಸಿದ್ದಾರೆ.: [42, 1229, 389, 1263]
sand-number: [1151, 1246, 1304, 1352]
paragraph: ನವದೆಹಲಿ,ಜ.26-ಇಂದು, ಇಡೀ ರಾಷ್ಟ್ರವು ತನ್ನ 77 ನೇ ಗಣರಾಜ್ಯೋತ್ಸವವನ್ನು ಹೆಮ್ಮೆ ಮತ್ತು ಉತ್ಸಾಹದಿಂದ ಆಚರಿಸುತ್ತಿದೆ. ಭಾರತದ 77ನೇ ಗಣರಾಜ್ಯೋತ್ಸವದ ಆಚರಣೆಯಲ್ಲಿ ಗೂಗಲ್ ಸೇರಿಕೊಂಡಿದೆ. ಗೂಗಲ್ ಭಾರತಕ್ಕಾಗಿ ವಿಶೇಷ ಮತ್ತು ಆಕರ್ಷಕ ಡೂಡಲ್ ಬಿಡುಗಡೆ ಮಾಡಿದೆ. ಈ ಡೂಡಲ್ ಭಾರತದ ಬಾಹ್ಯಾಕಾಶ ಪ್ರಯಾಣ, ವಿಜ್ಞಾನ ಮತ್ತು ತಂತ್ರಜ್ಞಾನದಲ್ಲಿನ ಸ್ವಾವಲಂಬನೆಯನ್ನು ಚಿತ್ರಿಸುತ್ತದೆ.: [611, 2036, 885, 2165]
recipient-portrait: [621, 1351, 723, 1440]
modi-headline-line1: ಹುತಾತ್ಮ ಯೋಧರಿಗೆ: [108, 142, 322, 180]
registration-dot: [1450, 2367, 1466, 2384]
doodle-story-body: [611, 2035, 1173, 2336]
masthead-right: [1173, 95, 1460, 136]
mel-photo-caption: ದಿ ಮೈಸೂರು ಎಲೆಕ್ಟ್ರಿಕಲ್ ಇಂಡಸ್ಟ್ರೀಸ್ ಸಂಸ್ಥೆಯಲ್ಲಿ ಇಂದು 77ನೇ ಗಣರಾಜ್ಯೋತ್ಸವವನ್ನು ಆಚರಿಸಲಾಯಿತು. ಸಂಸ್ಥೆಯ ಅಧ್ಯಕ್ಷ ಎಸ್.ಮನೋಹರ್‌ರವರು ಧ್ವಜಾರೋಹಣ ನೆರವೇರಿಸಿದರು. ವ್ಯವಸ್ಥಾಪಕ ನಿರ್ದೇಶಕ ಅನಿತಾ.ಸಿ. ಅಧಿಕಾರಿಗಳು ಮತ್ತು ನೌಕರರು ಉಪಸ್ಥಿತರಿದ್ದರು.: [608, 1902, 1174, 1976]
sand-art-photo: [956, 1171, 1484, 1558]
paragraph: ಗ್ರಾಮದ ನಿವಾಸಿ ಮಹದೇವ ಎಂಬುವವರ ಪತ್ನಿ ಹೇಮಲತಾ (38), ಮಗಳು ಅನು (15) ಹಾಗೂ ಮಗ ಚೇತನ್ (13) ಮೃತಪಟ್ಟವರು. ಈ ಮೂವರು ಮನೆಯ ತಂದಾಕು ವ್ಯಾರಿಸ್ ಸ್ಪೇಸ್‌ಗೆ ನೇಣು ಬಿಗಿದುಕೊಂಡ ಸ್ಥಿತಿಯಲ್ಲಿ ಪತ್ತೆಯಾಗಿದ್ದಾರೆ.: [1195, 1793, 1488, 1865]
modi-headline: [37, 144, 394, 214]
registration-dot: [42, 2367, 58, 2384]
paragraph: ಈ ವೇಳೆ ಮಾತನಾಡಿದ ಡಿಜಿ ಮತ್ತು ಐಜಿಪಿ ಡಾ. ಎಂ. ಎ. ಸಲೀಂ, ಇದು ಐಪಿಎಲ್ ಮಾದರಿಯಲ್ಲಿ ಆಯೋಜಿಸಲಾಗುತ್ತಿರುವ ಬಹಳ ವಿಶಿಷ್ಟವಾದ ಪಂದ್ಯಾವಳಿ. ನಾನು ಬ್ಯಾಡ್ಮಿಂಟನ್ ಆಡುತ್ತೇನೆ. ಇದು ಕ್ರೀಡಾ ಸ್ಫೂರ್ತಿಯನ್ನು ಹೆಚ್ಚಿಸುತ್ತದೆ ಎಂದರು.: [683, 410, 942, 482]
masthead-left: [39, 95, 381, 136]
exam-headline: [37, 980, 394, 1054]
recipient-portrait: [726, 1351, 829, 1440]
